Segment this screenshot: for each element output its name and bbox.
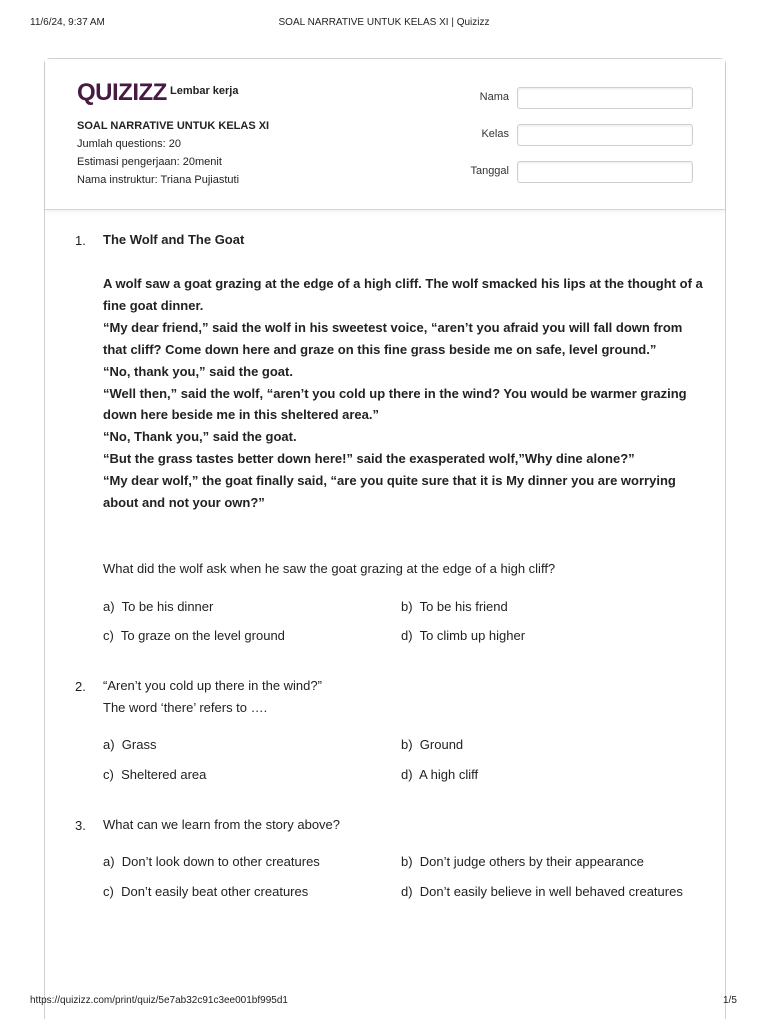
- option-letter: d): [401, 884, 413, 899]
- option-letter: d): [401, 628, 413, 643]
- question-prompt: What can we learn from the story above?: [103, 817, 341, 832]
- passage-line: “My dear wolf,” the goat finally said, “are you quite sure that it is My dinner you are worrying about and not your own?”: [103, 473, 676, 511]
- option-text: Ground: [419, 737, 464, 752]
- option-c: [103, 884, 308, 899]
- story-title: The Wolf and The Goat: [103, 232, 245, 247]
- date-label: Tanggal: [470, 165, 509, 177]
- option-text: To be his friend: [419, 599, 508, 614]
- class-label: Kelas: [481, 128, 509, 140]
- question-number: 2.: [75, 679, 86, 694]
- passage-line: “My dear friend,” said the wolf in his sweetest voice, “aren’t you afraid you will fall down from that cliff? Come down here and graze on this fine grass beside me on safe, level ground.”: [103, 319, 683, 357]
- worksheet-card: [44, 58, 726, 1019]
- passage-line: “Well then,” said the wolf, “aren’t you cold up there in the wind? You would be warmer grazing down here beside me in this sheltered area.”: [103, 385, 687, 423]
- option-text: Don’t look down to other creatures: [121, 854, 320, 869]
- page-number: 1/5: [723, 995, 737, 1006]
- option-text: To climb up higher: [419, 628, 526, 643]
- option-text: To graze on the level ground: [120, 628, 285, 643]
- option-letter: c): [103, 628, 114, 643]
- worksheet-subtitle: Lembar kerja: [170, 85, 239, 97]
- option-text: Sheltered area: [121, 767, 207, 782]
- option-letter: d): [401, 767, 413, 782]
- story-passage: [103, 273, 703, 514]
- print-url: https://quizizz.com/print/quiz/5e7ab32c91c3ee001bf995d1: [30, 995, 288, 1006]
- time-estimate: Estimasi pengerjaan: 20menit: [77, 156, 222, 168]
- option-d: [401, 767, 478, 782]
- class-field[interactable]: [517, 124, 693, 146]
- print-datetime: 11/6/24, 9:37 AM: [30, 17, 105, 28]
- option-letter: c): [103, 767, 114, 782]
- option-c: [103, 767, 206, 782]
- question-number: 1.: [75, 233, 86, 248]
- option-letter: c): [103, 884, 114, 899]
- date-field[interactable]: [517, 161, 693, 183]
- quiz-title: SOAL NARRATIVE UNTUK KELAS XI: [77, 120, 270, 132]
- option-b: [401, 599, 508, 614]
- option-text: Don’t easily believe in well behaved creatures: [419, 884, 683, 899]
- worksheet-header: [45, 59, 725, 210]
- passage-line: “No, thank you,” said the goat.: [103, 363, 293, 379]
- question-quote: “Aren’t you cold up there in the wind?”: [103, 678, 322, 693]
- option-a: [103, 737, 156, 752]
- option-b: [401, 737, 463, 752]
- option-text: Don’t judge others by their appearance: [419, 854, 644, 869]
- question-prompt: What did the wolf ask when he saw the goat grazing at the edge of a high cliff?: [103, 561, 556, 576]
- question-number: 3.: [75, 818, 86, 833]
- option-text: Grass: [121, 737, 157, 752]
- passage-line: “No, Thank you,” said the goat.: [103, 429, 297, 445]
- option-d: [401, 884, 683, 899]
- option-a: [103, 599, 213, 614]
- name-label: Nama: [479, 91, 509, 103]
- option-letter: a): [103, 854, 115, 869]
- option-text: To be his dinner: [121, 599, 214, 614]
- quizizz-logo: QUIZIZZ: [77, 79, 167, 106]
- print-tab-title: SOAL NARRATIVE UNTUK KELAS XI | Quizizz: [278, 17, 490, 28]
- option-letter: b): [401, 737, 413, 752]
- option-b: [401, 854, 644, 869]
- option-c: [103, 628, 285, 643]
- instructor-name: Nama instruktur: Triana Pujiastuti: [77, 174, 240, 186]
- option-letter: b): [401, 599, 413, 614]
- name-field[interactable]: [517, 87, 693, 109]
- option-text: A high cliff: [419, 767, 479, 782]
- option-text: Don’t easily beat other creatures: [121, 884, 309, 899]
- option-letter: a): [103, 737, 115, 752]
- option-letter: a): [103, 599, 115, 614]
- option-a: [103, 854, 320, 869]
- option-d: [401, 628, 525, 643]
- question-count: Jumlah questions: 20: [77, 138, 181, 150]
- question-prompt: The word ‘there’ refers to ….: [103, 700, 268, 715]
- passage-line: A wolf saw a goat grazing at the edge of a high cliff. The wolf smacked his lips at the thought of a fine goat dinner.: [103, 276, 703, 313]
- option-letter: b): [401, 854, 413, 869]
- passage-line: “But the grass tastes better down here!” said the exasperated wolf,”Why dine alone?”: [103, 451, 635, 467]
